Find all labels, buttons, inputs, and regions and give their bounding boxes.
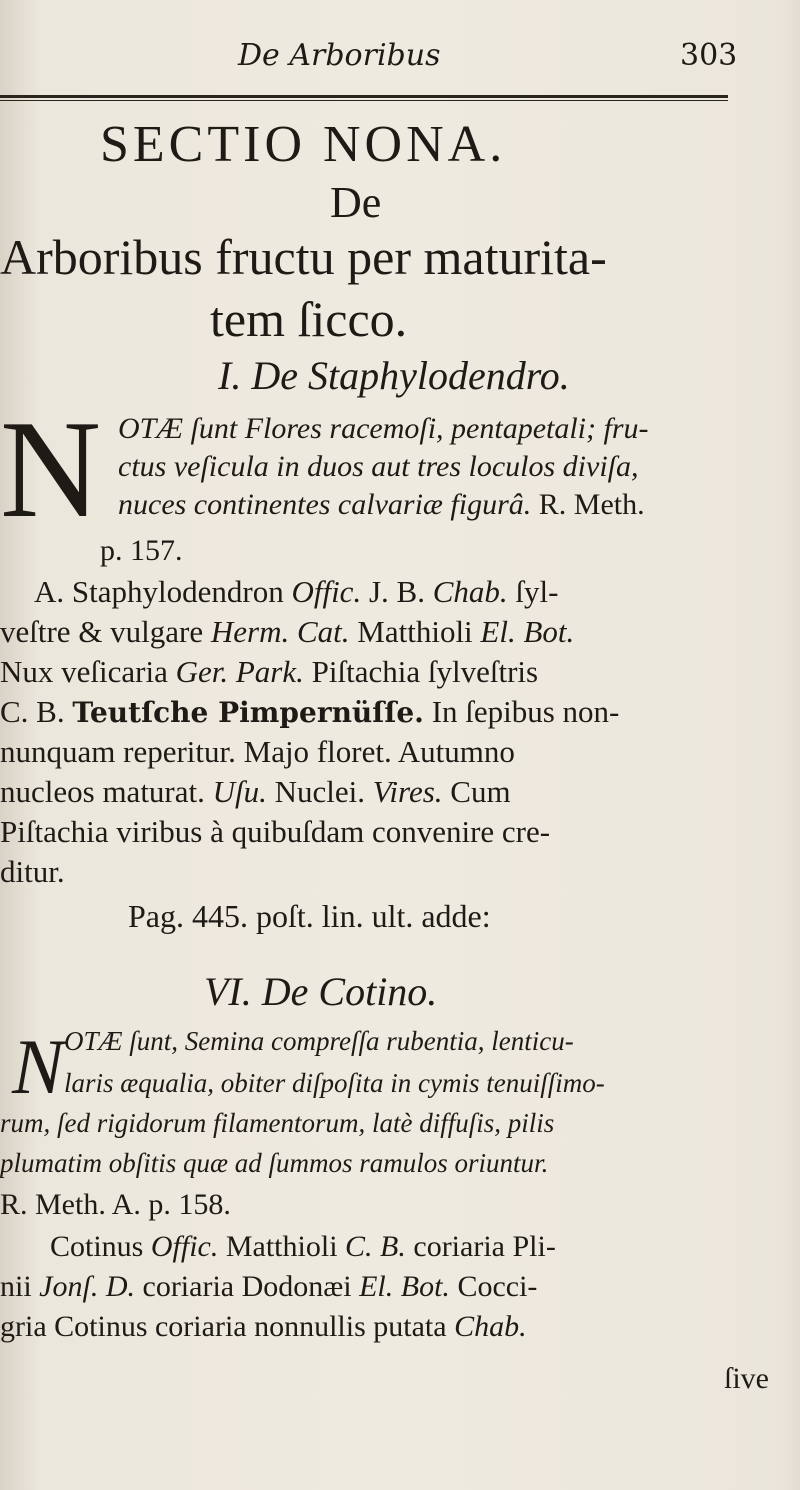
text-run: In ſepibus non- <box>423 694 620 729</box>
text-line <box>0 1272 537 1302</box>
text-run: C. B. <box>345 1230 406 1263</box>
text-run: R. Meth. <box>531 488 645 521</box>
text-run: Piſtachia ſylveſtris <box>303 654 539 689</box>
text-run: gria Cotinus coriaria nonnullis putata <box>0 1310 455 1343</box>
catchword: ſive <box>724 1362 769 1395</box>
addendum-note: Pag. 445. poſt. lin. ult. adde: <box>128 898 491 934</box>
text-line <box>0 1150 548 1177</box>
section-subtitle-line-2: tem ſicco. <box>210 291 408 347</box>
text-run: ctus veſicula in duos aut tres loculos diviſa, <box>118 450 639 483</box>
text-run: Jonſ. D. <box>39 1270 135 1303</box>
text-line <box>0 1312 527 1342</box>
chapter-title-cotino: VI. De Cotino. <box>204 969 438 1014</box>
text-run: laris æqualia, obiter diſpoſita in cymis tenuiſſimo- <box>64 1068 605 1098</box>
text-run: Uſu. <box>212 774 267 809</box>
text-run: coriaria Dodonæi <box>135 1270 360 1303</box>
text-run: Ger. Park. <box>175 654 304 689</box>
text-run: Matthioli <box>218 1230 346 1263</box>
text-run: Vires. <box>372 774 443 809</box>
text-line <box>34 576 558 607</box>
text-run: rum, ſed rigidorum filamentorum, latè diffuſis, pilis <box>0 1108 555 1138</box>
text-run: Herm. Cat. <box>210 614 350 649</box>
text-line <box>0 856 65 887</box>
text-run: Chab. <box>432 574 508 609</box>
section-title: SECTIO NONA. <box>100 116 507 173</box>
text-run: Teutſche Pimpernüſſe. <box>72 696 424 729</box>
text-run: Chab. <box>454 1310 527 1343</box>
text-line <box>100 536 183 566</box>
text-run: coriaria Pli- <box>405 1230 556 1263</box>
text-run: nii <box>0 1270 40 1303</box>
drop-cap-2: N <box>12 1023 65 1110</box>
text-run: Nuclei. <box>266 774 373 809</box>
text-line <box>0 656 538 687</box>
text-run: Offic. <box>150 1230 219 1263</box>
text-run: nucleos maturat. <box>0 774 213 809</box>
text-run: OTÆ ſunt, Semina compreſſa rubentia, lenticu- <box>64 1026 574 1056</box>
text-run: Cum <box>442 774 511 809</box>
text-line <box>0 736 515 767</box>
text-run: Offic. <box>291 574 362 609</box>
text-line <box>0 1110 554 1137</box>
text-run: Matthioli <box>349 614 481 649</box>
text-line <box>118 414 649 444</box>
text-run: veſtre & vulgare <box>0 614 211 649</box>
text-run: R. Meth. A. p. 158. <box>0 1188 231 1221</box>
text-line <box>118 490 645 520</box>
text-line <box>0 816 550 847</box>
chapter-title-staphylodendron: I. De Staphylodendro. <box>218 353 570 398</box>
text-line <box>64 1070 605 1097</box>
running-head <box>0 38 800 78</box>
text-run: p. 157. <box>100 534 183 567</box>
section-subtitle-de: De <box>330 178 382 227</box>
text-run: ſyl- <box>507 574 559 609</box>
text-run: A. Staphylodendron <box>34 574 292 609</box>
text-run: nuces continentes calvariæ figurâ. <box>118 488 532 521</box>
text-line <box>0 1190 231 1220</box>
drop-cap-1: N <box>0 392 102 547</box>
text-run: Piſtachia viribus à quibuſdam convenire cre- <box>0 814 551 849</box>
text-run: El. Bot. <box>480 614 575 649</box>
text-run: El. Bot. <box>359 1270 450 1303</box>
text-run: plumatim obſitis quæ ad ſummos ramulos oriuntur. <box>0 1148 549 1178</box>
text-line <box>118 452 639 482</box>
text-run: ditur. <box>0 854 65 889</box>
text-run: nunquam reperitur. Majo floret. Autumno <box>0 734 515 769</box>
page-number: 303 <box>680 38 738 73</box>
text-line <box>0 696 619 727</box>
text-run: Cocci- <box>449 1270 538 1303</box>
header-rule <box>0 95 728 101</box>
running-title: De Arboribus <box>238 38 441 73</box>
section-subtitle-line-1: Arboribus fructu per maturita- <box>0 229 607 285</box>
text-run: Cotinus <box>50 1230 151 1263</box>
text-line <box>64 1028 574 1055</box>
text-line <box>0 776 511 807</box>
text-line <box>0 616 574 647</box>
text-run: J. B. <box>361 574 433 609</box>
text-run: C. B. <box>0 694 73 729</box>
text-line <box>50 1232 556 1262</box>
text-run: Nux veſicaria <box>0 654 176 689</box>
text-run: OTÆ ſunt Flores racemoſi, pentapetali; fru- <box>118 412 649 445</box>
